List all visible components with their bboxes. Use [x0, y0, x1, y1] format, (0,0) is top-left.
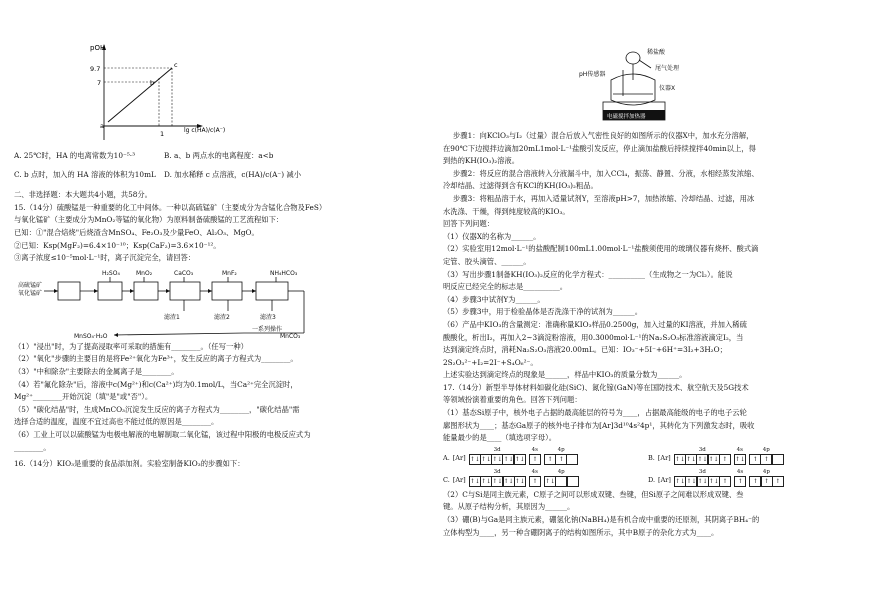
orbital-box: ↑↓	[708, 455, 719, 463]
orbital-group	[544, 447, 579, 465]
q17-part-2-b: 键。从原子结构分析，其原因为______。	[443, 502, 575, 512]
orbital-box: ↑	[719, 476, 731, 487]
q16-part-6-b: 酸酸化，析出I₂，再加入2~3滴淀粉溶液，用0.3000mol·L⁻¹的Na₂S₂O₃标准溶液滴定I₂，当	[443, 332, 744, 342]
orbital-group	[544, 469, 579, 487]
orbital-box: ↑↓	[708, 477, 719, 485]
orbital-group	[469, 447, 526, 465]
flow-box-leach	[98, 282, 122, 300]
orbital-box: ↑↓	[686, 455, 697, 463]
q17-part-1-b: 廓图形状为____；基态Ga原子的核外电子排布为[Ar]3d¹⁰4s²4p¹，其转化为下列激发态时，吸收	[443, 420, 755, 430]
orbital-box: ↑↓	[469, 477, 480, 485]
flow-reagent-mnf2: MnF₂	[222, 269, 237, 277]
q16-part-1: （1）仪器X的名称为______。	[443, 231, 541, 241]
q16-intro: 16.（14分）KIO₃是重要的食品添加剂。实验室制备KIO₃的步骤如下：	[14, 459, 245, 469]
orbital-group	[529, 469, 541, 487]
orbital-sublevel-label: 4s	[736, 446, 743, 453]
flow-box-roast	[58, 282, 80, 300]
orbital-sublevel-label: 4p	[762, 468, 770, 475]
orbital-sublevel-label: 4p	[557, 468, 565, 475]
q15-part-5-b: 选择合适的温度，温度不宜过高也不能过低的原因是________。	[14, 417, 219, 427]
orbital-group	[674, 469, 731, 487]
orbital-box: ↑↓	[492, 455, 503, 463]
q16-step1-b: 在90℃下边搅拌边滴加20mL1mol·L⁻¹盐酸引发反应，停止滴加盐酸后持续搅拌40min以上，得	[443, 143, 756, 153]
flow-box-fluoride	[212, 282, 242, 300]
orbital-box: ↑↓	[481, 455, 492, 463]
q16-step1-a: 步骤1：向KClO₃与I₂（过量）混合后放入气密性良好的如图所示的仪器X中，加水充分溶解，	[453, 131, 754, 140]
orbital-box: ↑↓	[503, 477, 514, 485]
q16-part-5: （5）步骤3中，用于检验晶体是否洗涤干净的试剂为______。	[443, 307, 643, 317]
orbital-box	[555, 476, 567, 487]
point-b: b	[150, 79, 155, 87]
q17-intro-b: 等领域扮演着重要的角色。回答下列问题：	[443, 395, 582, 405]
q15-part-3: （3）"中和除杂"主要除去的金属离子是________。	[14, 366, 179, 376]
orbital-box-row	[734, 454, 746, 465]
q15-part-2: （2）"氧化"步骤的主要目的是将Fe²⁺氧化为Fe³⁺，发生反应的离子方程式为________。	[14, 354, 298, 364]
q17-part-1-c: 能量最少的是____（填选项字母）。	[443, 433, 557, 443]
orbital-box: ↑	[734, 476, 746, 487]
orbital-sublevel-label: 4s	[736, 468, 744, 475]
orbital-box-row	[749, 476, 784, 487]
q16-step2-b: 冷却结晶、过滤得到含有KCl的KH(IO₃)₂粗品。	[443, 181, 598, 191]
y-tick-high: 9.7	[90, 65, 101, 73]
orbital-group	[469, 469, 526, 487]
label-4p: 4p	[557, 446, 565, 453]
q16-answer-heading: 回答下列问题：	[443, 219, 495, 229]
label-ph-sensor: pH传感器	[579, 71, 606, 78]
flow-reagent-h2so4: H₂SO₄	[102, 269, 120, 277]
orbital-box-row	[469, 454, 526, 465]
orbital-box: ↑	[760, 454, 772, 465]
orbital-box: ↑	[529, 476, 541, 487]
apparatus-figure	[573, 38, 773, 130]
flow-residue-2: 滤渣2	[214, 313, 230, 321]
left-column	[14, 0, 429, 471]
orbital-box: ↑↓	[469, 455, 480, 463]
q16-step3-b: 水洗涤、干燥，得到纯度较高的KIO₃。	[443, 206, 570, 216]
orbital-box: ↑↓	[697, 477, 708, 485]
option-d: D. 加水稀释 c 点溶液，c(HA)/c(A⁻) 减小	[164, 169, 302, 179]
point-c: c	[174, 61, 178, 69]
q16-part-2-b: 定管、胶头滴管、______。	[443, 256, 531, 266]
x-axis-label: lg c(HA)/c(A⁻)	[184, 127, 226, 134]
q15-part-6-a: （6）工业上可以以硫酸锰为电极电解液的电解制取二氧化锰，该过程中阳极的电极反应式为	[14, 429, 311, 439]
label-4s: 4s	[531, 446, 538, 453]
q15-known-2: ②已知：Ksp(MgF₂)=6.4×10⁻¹⁰；Ksp(CaF₂)=3.6×10⁻¹²。	[14, 240, 221, 250]
flow-box-neutralize	[170, 282, 200, 300]
q15-known-3: ③离子浓度≤10⁻⁵mol·L⁻¹时，离子沉淀完全，请回答：	[14, 253, 196, 263]
q16-part-2-a: （2）实验室用12mol·L⁻¹的盐酸配制100mL1.00mol·L⁻¹盐酸须使用的玻璃仪器有烧杯、酸式滴	[443, 244, 759, 254]
q16-step2-a: 步骤2：将反应的混合溶液转入分液漏斗中，加入CCl₄，振荡、静置、分液，水相经蒸发浓缩、	[453, 168, 759, 178]
orbital-box-row	[734, 476, 746, 487]
orbital-box-row	[749, 454, 784, 465]
orbital-box	[566, 454, 578, 465]
x-tick-one: 1	[160, 130, 165, 138]
option-a-letter: A.	[443, 454, 450, 463]
q15-part-6-b: ________。	[14, 442, 51, 452]
orbital-box	[567, 476, 579, 487]
orbital-box: ↑	[749, 476, 761, 487]
q16-part-6-a: （6）产品中KIO₃的含量测定：准确称量KIO₃样品0.2500g，加入过量的KI溶液，并加入稀硫	[443, 319, 747, 329]
flow-ore-1: 高硫锰矿	[18, 281, 43, 289]
right-column	[443, 0, 858, 539]
flow-residue-3: 滤渣3	[260, 313, 276, 321]
orbital-group	[529, 447, 541, 465]
q16-step3-a: 步骤3：将粗品溶于水，再加入适量试剂Y，至溶液pH>7，加热浓缩、冷却结晶、过滤，用冰	[453, 193, 755, 203]
q16-step1-c: 到热的KH(IO₃)₂溶液。	[443, 156, 520, 166]
orbital-box: ↑	[719, 454, 731, 465]
flow-reagent-mno2: MnO₂	[136, 269, 153, 277]
orbital-group	[734, 447, 746, 465]
orbital-box: ↑↓	[514, 477, 525, 485]
flow-reagent-nh4hco3: NH₄HCO₃	[270, 269, 298, 277]
flow-ore-2: 氧化锰矿	[18, 289, 43, 297]
q15-part-1: （1）"浸出"时，为了提高浸取率可采取的措施有________。（任写一种）	[14, 341, 248, 351]
option-b: B. a、b 两点水的电离程度：a<b	[164, 151, 274, 160]
orbital-box: ↑	[761, 476, 773, 487]
option-a-core: [Ar]	[452, 454, 466, 463]
flow-residue-1: 滤渣1	[164, 313, 180, 321]
orbital-box: ↑↓	[734, 455, 745, 463]
q16-part-6-c: 达到滴定终点时，消耗Na₂S₂O₃溶液20.00mL。已知：IO₃⁻+5I⁻+6H⁺=3I₂+3H₂O；	[443, 345, 727, 355]
q15-line-2: 与氧化锰矿（主要成分为MnO₂等锰的氧化物）为原料制备硫酸锰的工艺流程如下：	[14, 215, 284, 225]
q17-part-1-a: （1）基态Si原子中，核外电子占据的最高能层的符号为____，占据最高能级的电子的电子云轮	[443, 408, 747, 418]
q15-line-1: 15.（14分）硫酸锰是一种重要的化工中间体。一种以高硫锰矿（主要成分为含锰化合物及FeS）	[14, 202, 327, 212]
option-c: C. b 点时，加入的 HA 溶液的体积为10mL	[14, 169, 156, 179]
orbital-box-row	[544, 454, 579, 465]
process-flowchart	[14, 265, 424, 341]
orbital-group	[674, 447, 731, 465]
flow-recycle-label: 一系列操作	[252, 325, 283, 333]
orbital-option-d	[648, 469, 847, 487]
orbital-box: ↑↓	[697, 455, 708, 463]
orbital-box: ↑↓	[481, 477, 492, 485]
q15-part-5-a: （5）"碳化结晶"时，生成MnCO₃沉淀发生反应的离子方程式为________，"碳化结晶"需	[14, 404, 300, 414]
orbital-box-row	[544, 476, 579, 487]
orbital-box: ↑↓	[675, 477, 686, 485]
orbital-box: ↑↓	[686, 477, 697, 485]
orbital-box: ↑↓	[503, 455, 514, 463]
y-axis-label: pOH	[90, 44, 106, 52]
orbital-box-row	[674, 454, 731, 465]
q17-part-2-a: （2）C与Si是同主族元素，C原子之间可以形成双键、叁键，但Si原子之间难以形成双键、叁	[443, 489, 744, 499]
q16-part-3-a: （3）写出步骤1制备KH(IO₃)₂反应的化学方程式：__________（生成物之一为Cl₂）。能说	[443, 269, 733, 279]
orbital-options	[443, 447, 858, 487]
q15-part-4-b: Mg²⁺________开始沉淀（填"是"或"否"）。	[14, 392, 153, 402]
section-heading: 二、非选择题：本大题共4小题，共58分。	[14, 190, 152, 200]
flow-reagent-caco3: CaCO₃	[174, 269, 194, 277]
orbital-group	[749, 469, 784, 487]
flow-mnco3: MnCO₃	[280, 332, 301, 340]
orbital-box-row	[529, 454, 541, 465]
orbital-option-a	[443, 447, 642, 465]
orbital-sublevel-label: 3d	[698, 446, 706, 453]
orbital-group	[749, 447, 784, 465]
q15-known-1: 已知：①"混合焙烧"后烧渣含MnSO₄、Fe₂O₃及少量FeO、Al₂O₃、MgO。	[14, 227, 259, 237]
option-d-letter: D.	[648, 476, 656, 485]
orbital-group	[734, 469, 746, 487]
orbital-box: ↑↓	[545, 477, 556, 485]
q16-part-6-e: 上述实验达到滴定终点的现象是______，样品中KIO₃的质量分数为______。	[443, 370, 687, 380]
q16-part-3-b: 明反应已经完全的标志是__________。	[443, 282, 568, 292]
option-c-core: [Ar]	[452, 476, 466, 485]
label-exhaust: 尾气处理	[655, 65, 680, 72]
orbital-box: ↑	[749, 454, 761, 465]
label-instrument-x: 仪器X	[659, 85, 676, 92]
orbital-box: ↑	[555, 454, 567, 465]
option-c-letter: C.	[443, 476, 450, 485]
option-b-core: [Ar]	[657, 454, 671, 463]
orbital-box-row	[469, 476, 526, 487]
q16-part-4: （4）步骤3中试剂Y为______。	[443, 294, 545, 304]
flow-product: MnSO₄·H₂O	[74, 332, 108, 340]
orbital-sublevel-label: 3d	[698, 468, 706, 475]
option-b-letter: B.	[648, 454, 655, 463]
orbital-box: ↑↓	[674, 455, 685, 463]
orbital-sublevel-label: 3d	[493, 468, 501, 475]
orbital-box: ↑	[772, 476, 784, 487]
option-d-core: [Ar]	[658, 476, 671, 485]
q15-part-4-a: （4）若"氟化除杂"后，溶液中c(Mg²⁺)和c(Ca²⁺)均为0.1mol/L，当Ca²⁺完全沉淀时，	[14, 379, 298, 389]
label-3d: 3d	[493, 446, 501, 453]
orbital-box	[772, 454, 784, 465]
orbital-sublevel-label: 4s	[531, 468, 538, 475]
orbital-box: ↑	[544, 454, 556, 465]
orbital-box: ↑↓	[514, 455, 525, 463]
y-tick-low: 7	[97, 79, 102, 87]
flow-box-carbonize	[256, 282, 288, 300]
option-a: A. 25℃时，HA 的电离常数为10⁻⁵·³	[14, 151, 135, 160]
label-stirrer: 电磁搅拌加热器	[607, 114, 646, 120]
orbital-box: ↑↓	[492, 477, 503, 485]
label-dilute-hcl: 稀盐酸	[647, 49, 666, 56]
orbital-option-c	[443, 469, 642, 487]
orbital-sublevel-label: 4p	[762, 446, 770, 453]
orbital-option-b	[648, 447, 847, 465]
orbital-box-row	[529, 476, 541, 487]
orbital-box: ↑	[529, 454, 541, 465]
q17-part-3-b: 立体构型为____，另一种含硼阴离子的结构如图所示，其中B原子的杂化方式为____。	[443, 527, 719, 537]
flow-box-oxidize	[134, 282, 158, 300]
point-a: a	[100, 122, 104, 130]
q17-part-3-a: （3）硼(B)与Ga是同主族元素，硼氢化钠(NaBH₄)是有机合成中重要的还原剂，其阴离子BH₄⁻的	[443, 515, 760, 525]
q17-intro-a: 17.（14分）新型半导体材料如碳化硅(SiC)、氮化镓(GaN)等在国防技术、航空航天及5G技术	[443, 382, 749, 392]
poh-graph	[64, 40, 264, 152]
q16-part-6-d: 2S₂O₃²⁻+I₂=2I⁻+S₄O₆²⁻。	[443, 357, 538, 367]
orbital-box-row	[674, 476, 731, 487]
